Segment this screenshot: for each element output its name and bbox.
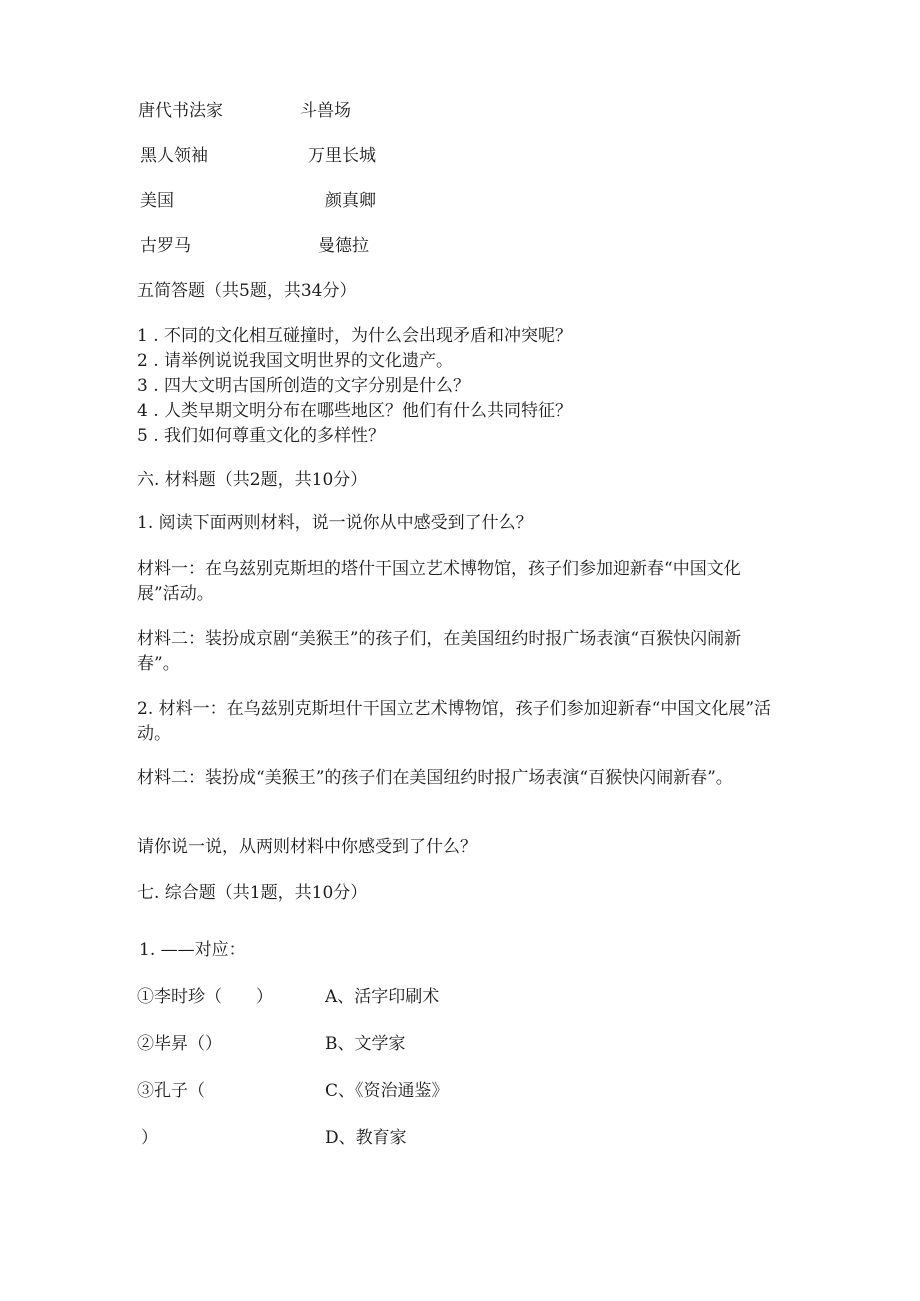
match-left-1: 唐代书法家 [138,101,223,121]
section5-question-2: 2 . 请举例说说我国文明世界的文化遗产。 [137,351,454,371]
section7-row-1-left: ①李时珍（ ） [137,987,273,1007]
section6-q1-material-1: 材料一：在乌兹别克斯坦的塔什干国立艺术博物馆，孩子们参加迎新春“中国文化展”活动。 [137,559,741,604]
match-right-4: 曼德拉 [318,236,369,256]
section5-question-1: 1 . 不同的文化相互碰撞时，为什么会出现矛盾和冲突呢？ [137,326,573,346]
section7-row-1-right: A、活字印刷术 [325,987,440,1007]
section6-q2-material-1: 2. 材料一：在乌兹别克斯坦什干国立艺术博物馆，孩子们参加迎新春“中国文化展”活动。 [137,699,772,744]
section7-row-3-right: C、《资治通鉴》 [325,1081,449,1101]
match-right-3: 颜真卿 [325,191,376,211]
section7-row-2-right: B、文学家 [325,1034,406,1054]
match-right-1: 斗兽场 [300,101,351,121]
section7-row-2-left: ②毕昇（） [137,1034,222,1054]
section7-heading: 七. 综合题（共1题，共10分） [137,883,368,903]
section6-question-2-ask: 请你说一说，从两则材料中你感受到了什么？ [137,837,477,857]
section7-row-4-left: ） [141,1128,158,1148]
section7-row-3-left: ③孔子（ [137,1081,205,1101]
match-left-4: 古罗马 [140,236,191,256]
section6-q1-material-2: 材料二：装扮成京剧“美猴王”的孩子们，在美国纽约时报广场表演“百猴快闪闹新春”。 [137,629,742,674]
section6-q2-material-2: 材料二：装扮成“美猴王”的孩子们在美国纽约时报广场表演“百猴快闪闹新春”。 [137,768,733,788]
section5-question-4: 4 . 人类早期文明分布在哪些地区？他们有什么共同特征？ [137,401,573,421]
section5-question-5: 5 . 我们如何尊重文化的多样性？ [137,426,386,446]
match-right-2: 万里长城 [308,146,376,166]
section6-heading: 六. 材料题（共2题，共10分） [137,470,368,490]
match-left-3: 美国 [140,191,174,211]
section5-heading: 五简答题（共5题，共34分） [137,281,357,301]
section5-question-3: 3 . 四大文明古国所创造的文字分别是什么？ [137,376,471,396]
section6-question-1: 1. 阅读下面两则材料，说一说你从中感受到了什么？ [137,513,533,533]
section7-question-1: 1. ——对应： [139,940,246,960]
section7-row-4-right: D、教育家 [325,1128,407,1148]
match-left-2: 黑人领袖 [140,146,208,166]
